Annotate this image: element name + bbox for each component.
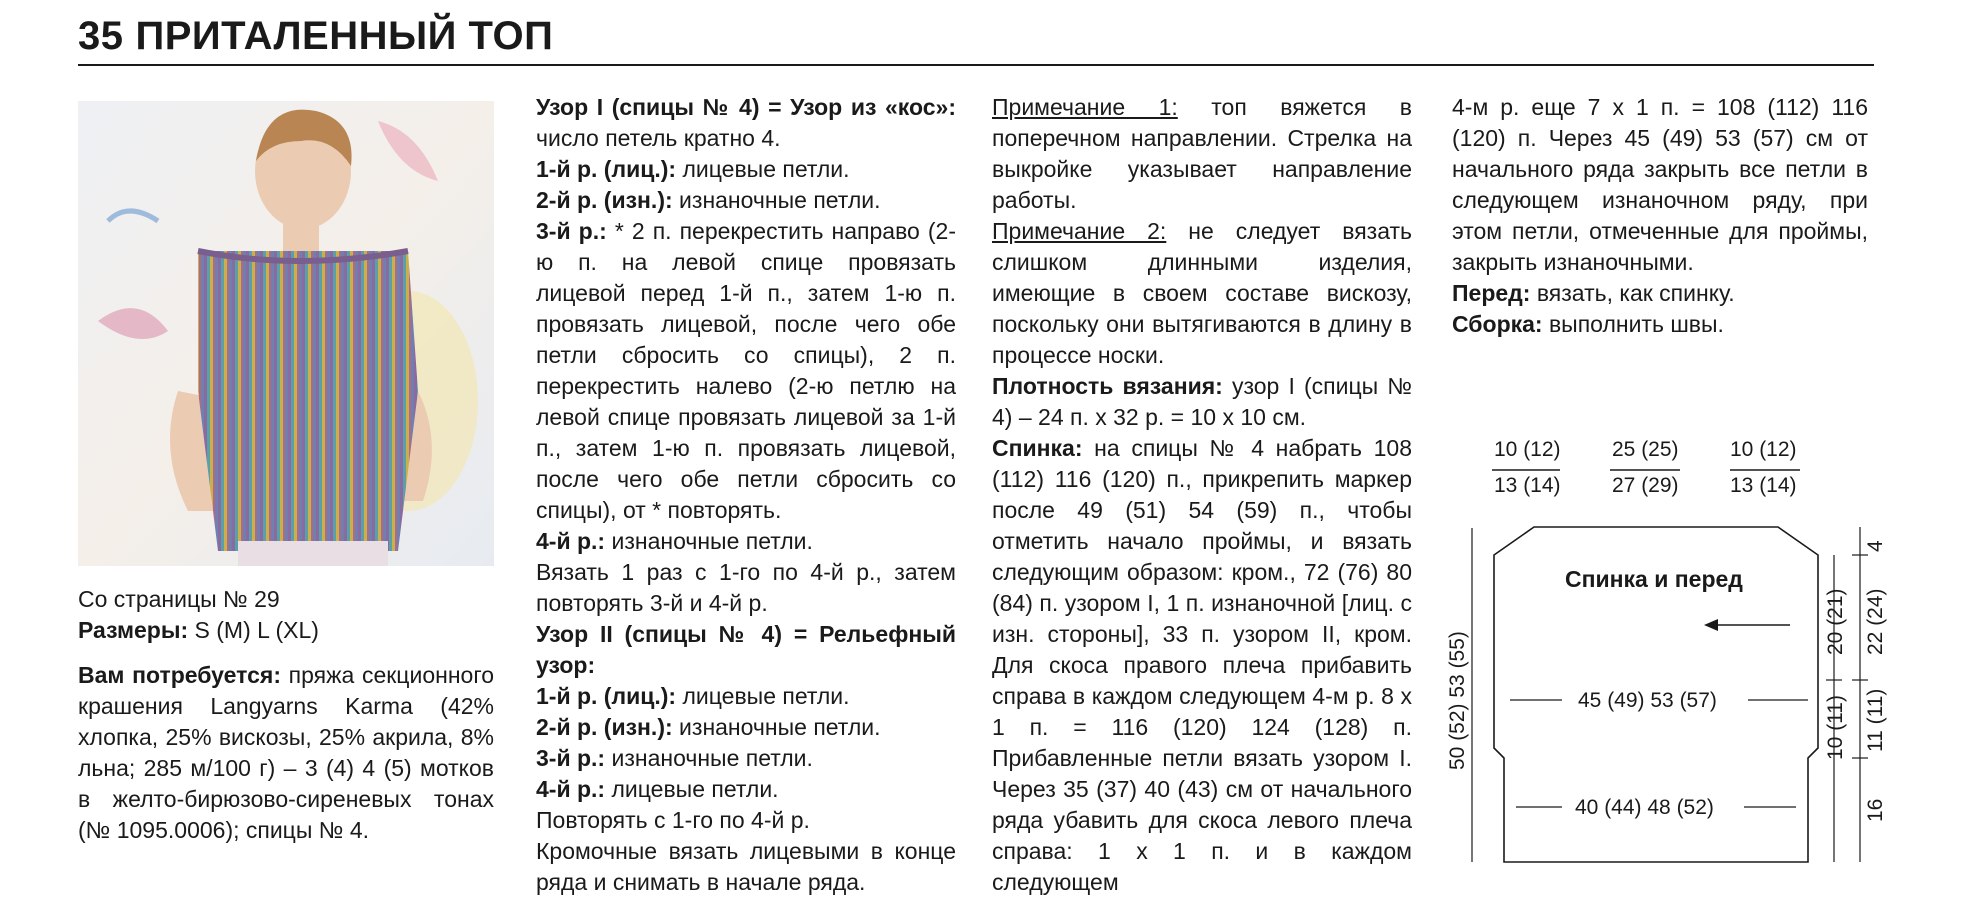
note1-label: Примечание 1: [992,94,1178,120]
back-label: Спинка: [992,435,1083,461]
assembly-text: выполнить швы. [1542,311,1724,337]
from-page: Со страницы № 29 [78,586,280,612]
assembly-label: Сборка: [1452,311,1543,337]
row-label: 1-й р. (лиц.): [536,156,677,182]
right-outer-mid: 22 (24) [1864,588,1887,655]
row-label: 2-й р. (изн.): [536,187,673,213]
materials-label: Вам потребуется: [78,662,281,688]
width-lower: 40 (44) 48 (52) [1575,796,1714,819]
pattern2-label: Узор II (спицы № 4) = Рельефный узор: [536,621,956,678]
row-text: изнаночные петли. [605,528,813,554]
materials-text: пряжа секционного крашения Langyarns Karma (42% хлопка, 25% вискозы, 25% акрила, 8% льна; 285 м/100 г) – 3 (4) 4 (5) мотков в желто-бирюзово-сиреневых тонах (№ 1095.0006); спицы № 4. [78,662,494,843]
right-outer-bottom: 16 [1864,798,1887,822]
row-text: изнаночные петли. [605,745,813,771]
note2-text: не следует вязать слишком длинными изделия, имеющие в своем составе вискозу, поскольку они вытягиваются в длину в процессе носки. [992,218,1412,368]
front-label: Перед: [1452,280,1531,306]
width-dimension-lines [1510,700,1808,807]
width-upper: 45 (49) 53 (57) [1578,689,1717,712]
dim-top-mid-a: 25 (25) [1612,438,1679,461]
dim-top-left-b: 13 (14) [1494,474,1561,497]
pattern-number: 35 [78,14,124,58]
right-dimension-lines [1826,527,1868,862]
dim-top-mid-b: 27 (29) [1612,474,1679,497]
dim-top-right-b: 13 (14) [1730,474,1797,497]
density-text: узор I (спицы № 4) – 24 п. x 32 р. = 10 x 10 см. [992,373,1412,430]
row-text: лицевые петли. [676,156,850,182]
note2-label: Примечание 2: [992,218,1167,244]
row-text: изнаночные петли. [672,187,881,213]
back-continued: 4-м р. еще 7 x 1 п. = 108 (112) 116 (120) п. Через 45 (49) 53 (57) см от начального ряда закрыть все петли в следующем изнаночном ряду, при этом петли, отмеченные для проймы, закрыть изнаночными. [1452,94,1868,275]
row-label: 3-й р.: [536,218,607,244]
row-label: 4-й р.: [536,776,606,802]
dim-top-right-a: 10 (12) [1730,438,1797,461]
edge-stitches: Кромочные вязать лицевыми в конце ряда и снимать в начале ряда. [536,838,956,895]
pattern2-repeat: Повторять с 1-го по 4-й р. [536,807,810,833]
row-text: лицевые петли. [605,776,779,802]
right-inner-bottom: 10 (11) [1824,695,1847,760]
right-inner-top: 20 (21) [1824,588,1847,655]
pattern1-text: число петель кратно 4. [536,125,781,151]
row-label: 3-й р.: [536,745,606,771]
row-label: 1-й р. (лиц.): [536,683,677,709]
left-height: 50 (52) 53 (55) [1446,631,1469,770]
sizes-label: Размеры: [78,617,189,643]
density-label: Плотность вязания: [992,373,1223,399]
row-text: изнаночные петли. [672,714,881,740]
note1-text: топ вяжется в поперечном направлении. Стрелка на выкройке указывает направление работы. [992,94,1412,213]
right-outer-top: 4 [1864,540,1887,552]
schematic-label: Спинка и перед [1565,566,1743,592]
back-text: на спицы № 4 набрать 108 (112) 116 (120) п., прикрепить маркер после 49 (51) 54 (59) п., чтобы отметить начало проймы, и вязать следующим образом: кром., 72 (76) 80 (84) п. узором I, 1 п. изнаночной [лиц. с изн. стороны], 33 п. узором II, кром. Для скоса правого плеча прибавить справа в каждом следующем 4-м р. 8 x 1 п. = 116 (120) 124 (128) п. Прибавленные петли вязать узором I. Через 35 (37) 40 (43) см от начального ряда убавить для скоса левого плеча справа: 1 x 1 п. и в каждом следующем [992,435,1412,895]
row-text: * 2 п. перекрестить направо (2-ю п. на левой спице провязать лицевой перед 1-й п., затем 1-ю п. провязать лицевой, после чего обе петли сбросить со спицы), 2 п. перекрестить налево (2-ю петлю на левой спице провязать лицевой за 1-й п., затем 1-ю п. провязать лицевой, после чего обе петли сбросить со спицы), от * повторять. [536,218,956,523]
front-text: вязать, как спинку. [1530,280,1735,306]
pattern1-repeat: Вязать 1 раз с 1-го по 4-й р., затем повторять 3-й и 4-й р. [536,559,956,616]
dim-top-left-a: 10 (12) [1494,438,1561,461]
row-text: лицевые петли. [676,683,850,709]
row-label: 4-й р.: [536,528,606,554]
pattern1-label: Узор I (спицы № 4) = Узор из «кос»: [536,94,956,120]
sizes-value: S (M) L (XL) [188,617,319,643]
pattern-title: ПРИТАЛЕННЫЙ ТОП [135,14,554,58]
right-outer-low: 11 (11) [1864,688,1887,752]
knitting-direction-arrow-icon [1704,619,1790,631]
row-label: 2-й р. (изн.): [536,714,673,740]
